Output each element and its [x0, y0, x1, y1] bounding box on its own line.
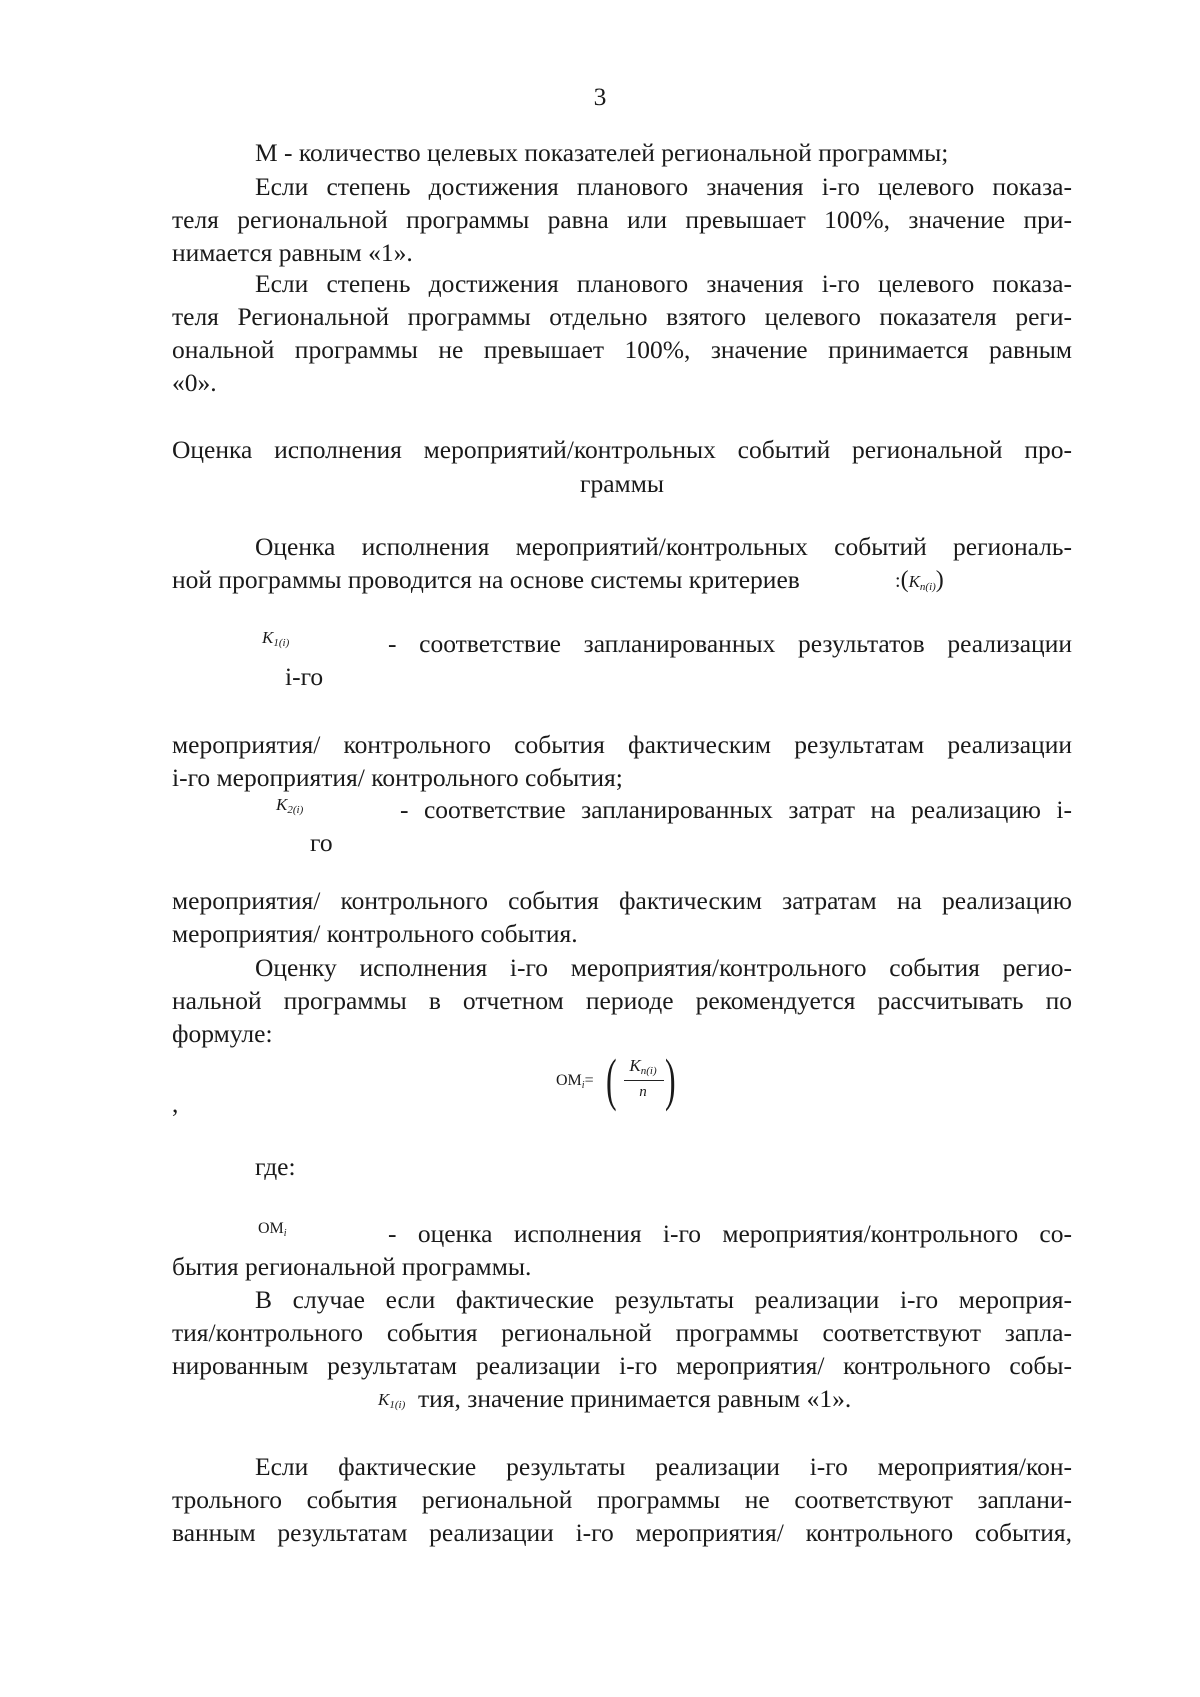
om-symbol: OM: [556, 1072, 582, 1089]
text-line: Если степень достижения планового значения i-го целевого показа-: [255, 269, 1072, 298]
paragraph: [172, 530, 1072, 563]
k-symbol: K: [276, 795, 288, 814]
k-subscript: n(i): [919, 581, 936, 593]
text-line: «0».: [172, 368, 217, 397]
fraction-numerator: [623, 1056, 663, 1077]
text-line: го: [310, 828, 333, 857]
text-line: мероприятия/ контрольного события.: [172, 919, 578, 948]
text-line: Оценка исполнения мероприятий/контрольных событий региональ-: [255, 532, 1072, 561]
text-line: бытия региональной программы.: [172, 1252, 532, 1281]
comma: ,: [172, 1089, 179, 1118]
k-subscript: 2(i): [287, 804, 304, 816]
text-line: М - количество целевых показателей региональной программы;: [255, 138, 949, 167]
text-line: Если степень достижения планового значения i-го целевого показа-: [255, 172, 1072, 201]
where-label: где:: [255, 1152, 296, 1181]
k-symbol: K: [908, 572, 920, 591]
text-line: мероприятия/ контрольного события фактическим затратам на реализацию: [172, 886, 1072, 915]
text-line: теля Региональной программы отдельно взятого целевого показателя реги-: [172, 302, 1072, 331]
text-line: ональной программы не превышает 100%, значение принимается равным: [172, 335, 1072, 364]
om-lhs: $OM_i=$: [556, 1072, 594, 1091]
text-line: формуле:: [172, 1019, 273, 1048]
om-subscript: i: [283, 1228, 287, 1239]
k-symbol: K: [629, 1056, 641, 1075]
om-subscript: i: [581, 1080, 585, 1091]
k1-inline-symbol: [378, 1390, 405, 1411]
k-symbol: K: [378, 1390, 390, 1409]
paragraph: [172, 267, 1072, 399]
om-symbol-label: [258, 1220, 287, 1239]
text-line: нальной программы в отчетном периоде рекомендуется рассчитывать по: [172, 986, 1072, 1015]
paragraph: [172, 728, 1072, 794]
k-subscript: 1(i): [273, 637, 290, 649]
paragraph: [172, 884, 1072, 950]
text-line: Если фактические результаты реализации i-го мероприятия/кон-: [255, 1452, 1072, 1481]
fraction-denominator: n: [639, 1084, 647, 1100]
paragraph: [172, 1450, 1072, 1549]
om-description: - оценка исполнения i-го мероприятия/контрольного со-: [388, 1219, 1072, 1248]
text-line: тия/контрольного события региональной программы соответствуют запла-: [172, 1318, 1072, 1347]
k2-description: - соответствие запланированных затрат на реализацию i-: [400, 795, 1072, 824]
section-heading: [172, 433, 1072, 466]
heading-line: Оценка исполнения мероприятий/контрольных событий региональной про-: [172, 435, 1072, 464]
text-line: теля региональной программы равна или превышает 100%, значение при-: [172, 205, 1072, 234]
text-line: тия, значение принимается равным «1».: [418, 1384, 852, 1413]
right-paren: ): [665, 1047, 676, 1112]
paragraph: [172, 170, 1072, 269]
text-line: нимается равным «1».: [172, 238, 413, 267]
k1-description: - соответствие запланированных результатов реализации: [388, 629, 1072, 658]
text-line: ной программы проводится на основе системы критериев: [172, 565, 800, 594]
paragraph: [172, 951, 1072, 1050]
om-formula: [556, 1047, 686, 1112]
left-paren: (: [606, 1047, 617, 1112]
text-line: i-го мероприятия/ контрольного события;: [172, 763, 623, 792]
k1-symbol: [262, 628, 289, 649]
text-line: нированным результатам реализации i-го мероприятия/ контрольного собы-: [172, 1351, 1072, 1380]
heading-line: граммы: [580, 469, 664, 498]
k-subscript: 1(i): [389, 1399, 406, 1411]
om-symbol: OM: [258, 1220, 284, 1237]
criteria-set-formula: $:(K_{n(i)})$: [895, 567, 944, 593]
colon-symbol: :: [895, 570, 901, 592]
k2-symbol: [276, 795, 303, 816]
text-line: В случае если фактические результаты реализации i-го мероприя-: [255, 1285, 1072, 1314]
fraction-bar: [624, 1080, 664, 1081]
text-line: i-го: [285, 662, 324, 691]
k-subscript: n(i): [640, 1065, 657, 1077]
k-symbol: K: [262, 628, 274, 647]
text-line: трольного события региональной программы не соответствуют заплани-: [172, 1485, 1072, 1514]
text-line: ванным результатам реализации i-го мероприятия/ контрольного события,: [172, 1518, 1072, 1547]
text-line: мероприятия/ контрольного события фактическим результатам реализации: [172, 730, 1072, 759]
page-number: 3: [593, 82, 607, 111]
paragraph: [172, 1283, 1072, 1382]
text-line: Оценку исполнения i-го мероприятия/контрольного события регио-: [255, 953, 1072, 982]
